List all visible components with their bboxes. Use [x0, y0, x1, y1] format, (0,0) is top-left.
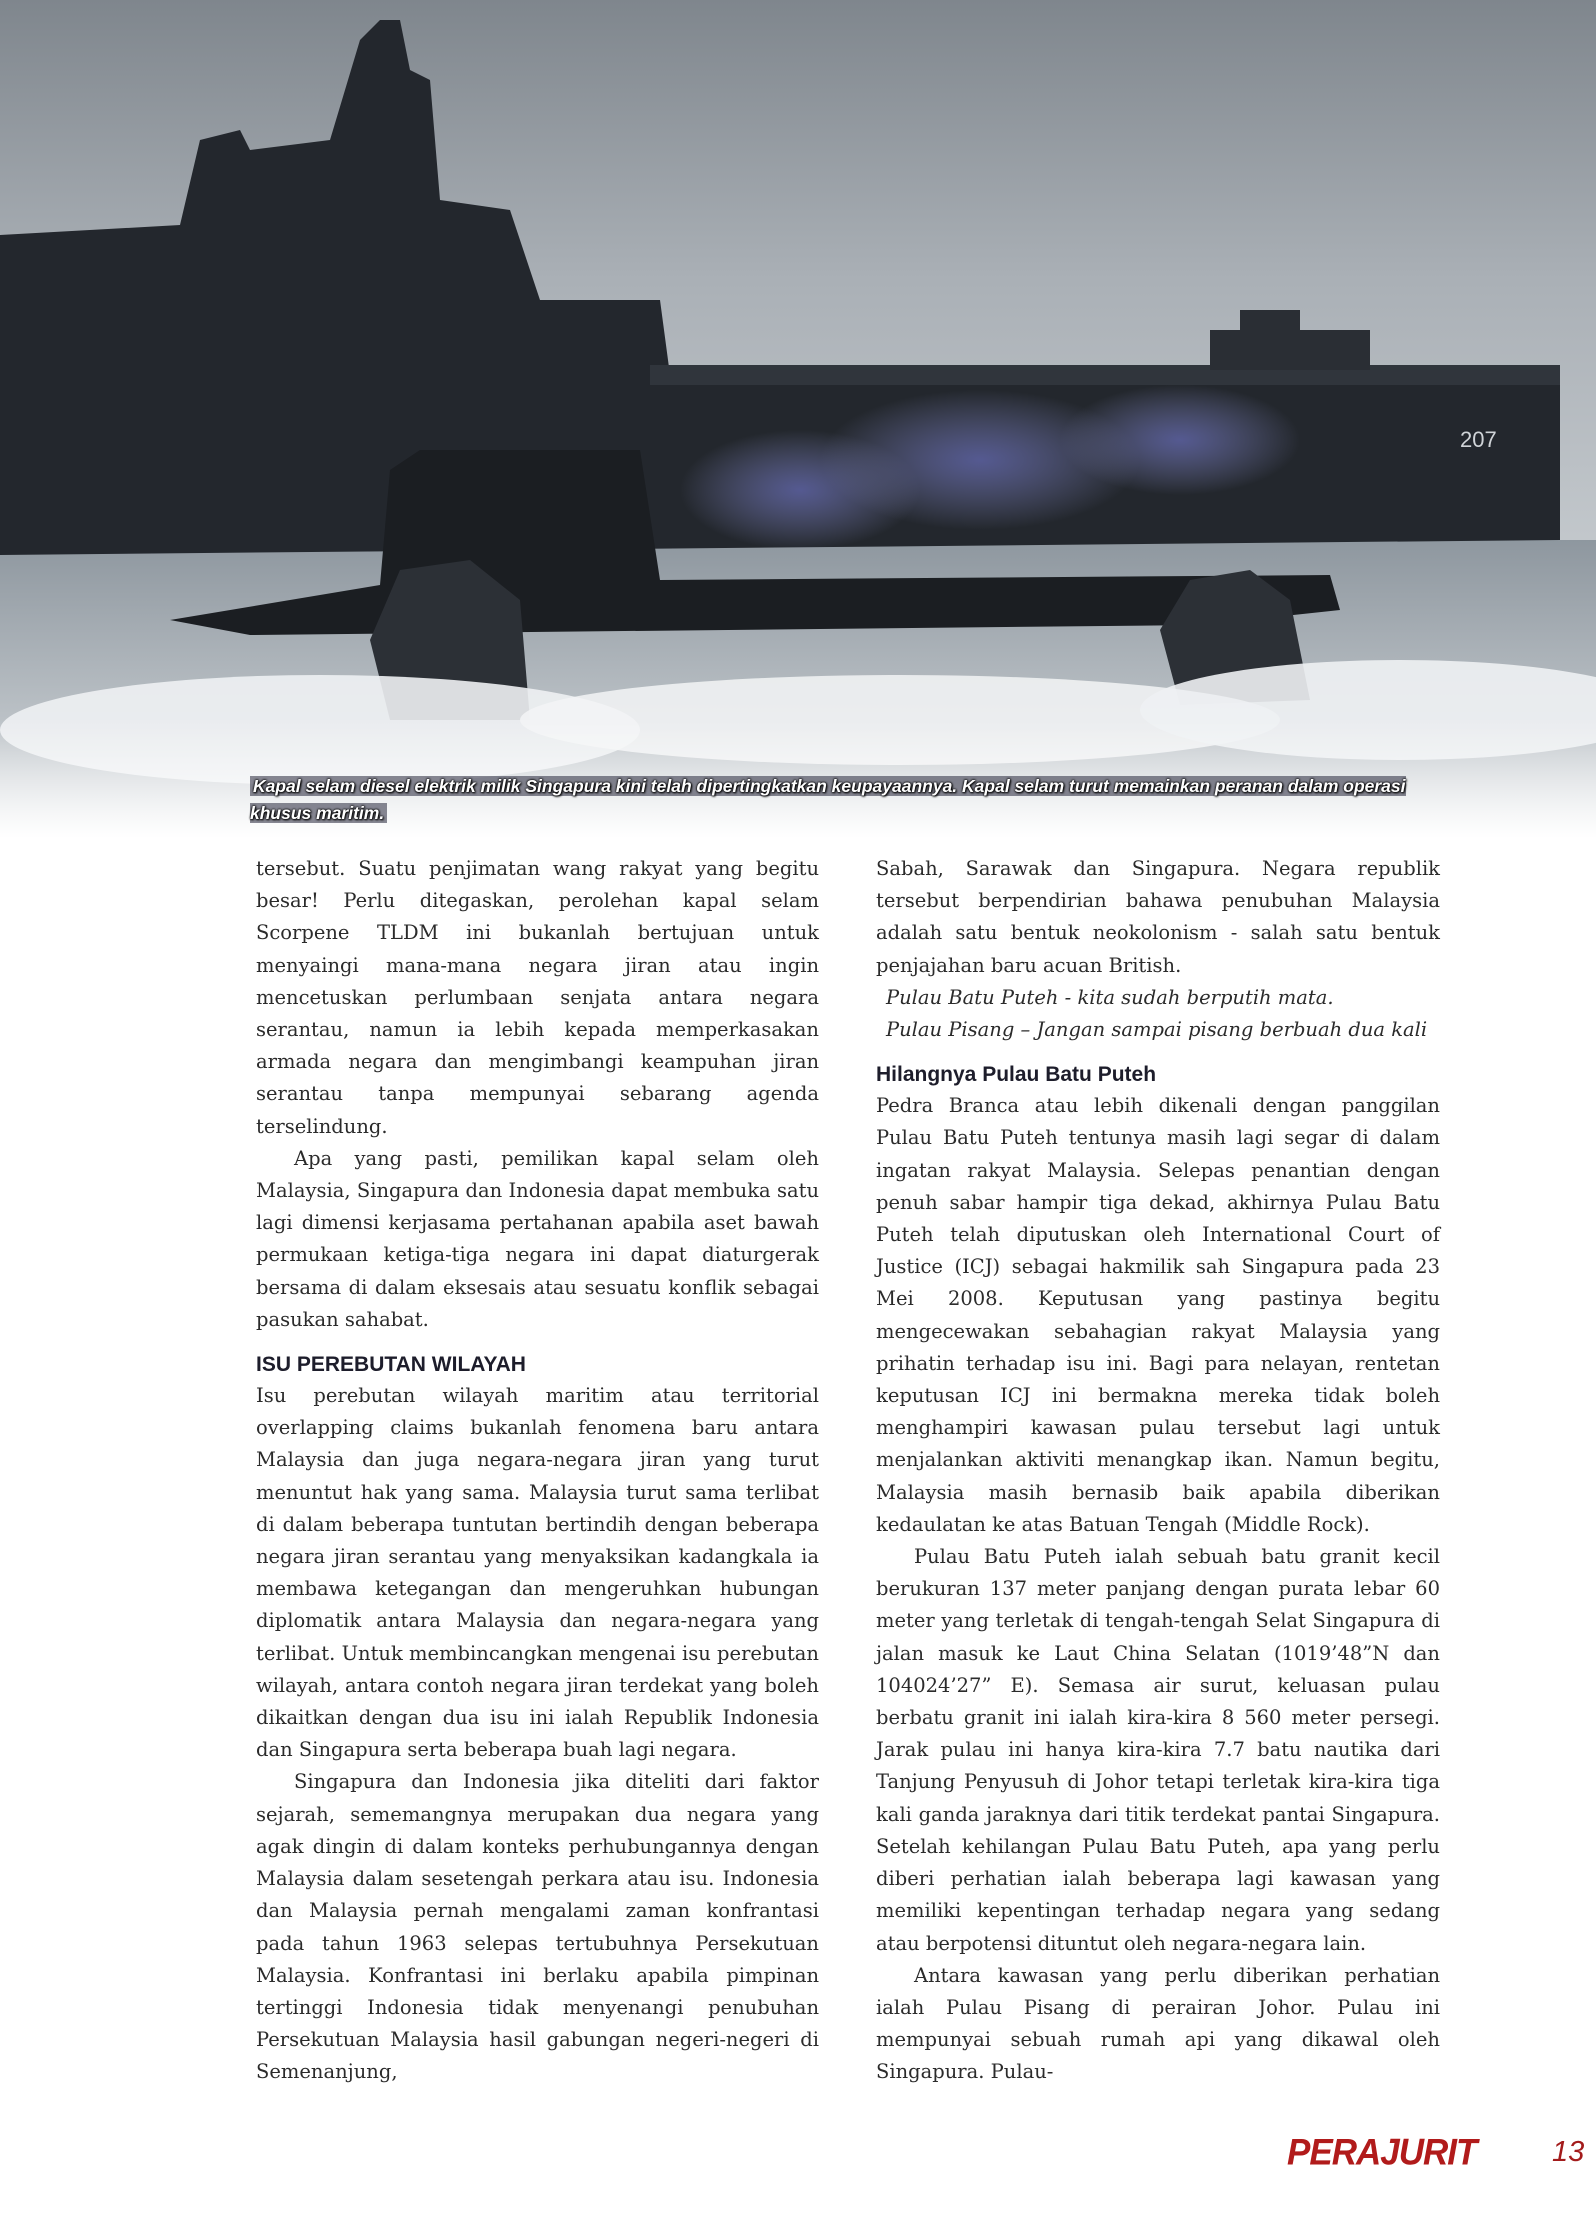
section-heading: Hilangnya Pulau Batu Puteh: [876, 1063, 1157, 1087]
section-heading: ISU PEREBUTAN WILAYAH: [256, 1353, 526, 1377]
paragraph: Sabah, Sarawak dan Singapura. Negara republik tersebut berpendirian bahawa penubuhan Malaysia adalah satu bentuk neokolonism - salah satu bentuk penjajahan baru acuan British.: [876, 857, 1440, 977]
page-number: 13: [1552, 2136, 1585, 2168]
paragraph: Pulau Batu Puteh ialah sebuah batu granit kecil berukuran 137 meter panjang dengan purata lebar 60 meter yang terletak di tengah-tengah Selat Singapura di jalan masuk ke Laut China Selatan (1019’48”N dan 104024’27” E). Semasa air surut, keluasan pulau berbatu granit ini ialah kira-kira 8 560 meter persegi. Jarak pulau ini hanya kira-kira 7.7 batu nautika dari Tanjung Penyusuh di Johor tetapi terletak kira-kira tiga kali ganda jaraknya dari titik terdekat pantai Singapura. Setelah kehilangan Pulau Batu Puteh, apa yang perlu diberi perhatian ialah beberapa lagi kawasan yang memiliki kepentingan terhadap negara yang sedang atau berpotensi dituntut oleh negara-negara lain.: [876, 1545, 1440, 1955]
submarine-photo: [0, 0, 1596, 838]
quote-line: Pulau Batu Puteh - kita sudah berputih mata.: [886, 985, 1334, 1009]
paragraph: Isu perebutan wilayah maritim atau territorial overlapping claims bukanlah fenomena baru antara Malaysia dan juga negara-negara jiran yang turut menuntut hak yang sama. Malaysia turut sama terlibat di dalam beberapa tuntutan bertindih dengan beberapa negara jiran serantau yang menyaksikan kadangkala ia membawa ketegangan dan mengeruhkan hubungan diplomatik antara Malaysia dan negara-negara yang terlibat. Untuk membincangkan mengenai isu perebutan wilayah, antara contoh negara jiran terdekat yang boleh dikaitkan dengan dua isu ini ialah Republik Indonesia dan Singapura serta beberapa buah lagi negara.: [256, 1384, 819, 1762]
paragraph: tersebut. Suatu penjimatan wang rakyat yang begitu besar! Perlu ditegaskan, perolehan kapal selam Scorpene TLDM ini bukanlah bertujuan untuk menyaingi mana-mana negara jiran atau ingin mencetuskan perlumbaan senjata antara negara serantau, namun ia lebih kepada memperkasakan armada negara dan mengimbangi keampuhan jiran serantau tanpa mempunyai sebarang agenda terselindung.: [256, 857, 819, 1138]
hull-number: 207: [1460, 427, 1497, 452]
photo-illustration: [0, 0, 1596, 838]
magazine-logo: PERAJURIT: [1287, 2132, 1477, 2173]
quote-line: Pulau Pisang – Jangan sampai pisang berbuah dua kali: [886, 1018, 1428, 1042]
left-column: [256, 853, 819, 2089]
paragraph: Antara kawasan yang perlu diberikan perhatian ialah Pulau Pisang di perairan Johor. Pulau ini mempunyai sebuah rumah api yang dikawal oleh Singapura. Pulau-: [876, 1963, 1440, 2084]
paragraph: Apa yang pasti, pemilikan kapal selam oleh Malaysia, Singapura dan Indonesia dapat membuka satu lagi dimensi kerjasama pertahanan apabila aset bawah permukaan ketiga-tiga negara ini dapat diaturgerak bersama di dalam eksesais atau sesuatu konflik sebagai pasukan sahabat.: [256, 1146, 819, 1331]
paragraph: Singapura dan Indonesia jika diteliti dari faktor sejarah, sememangnya merupakan dua negara yang agak dingin di dalam konteks perhubungannya dengan Malaysia dalam sesetengah perkara atau isu. Indonesia dan Malaysia pernah mengalami zaman konfrantasi pada tahun 1963 selepas tertubuhnya Persekutuan Malaysia. Konfrantasi ini berlaku apabila pimpinan tertinggi Indonesia tidak menyenangi penubuhan Persekutuan Malaysia hasil gabungan negeri-negeri di Semenanjung,: [256, 1770, 819, 2084]
photo-caption: Kapal selam diesel elektrik milik Singapura kini telah dipertingkatkan keupayaannya. Kapal selam turut memainkan peranan dalam operasi khusus maritim.: [250, 776, 1406, 823]
right-column: [876, 853, 1440, 2089]
paragraph: Pedra Branca atau lebih dikenali dengan panggilan Pulau Batu Puteh tentunya masih lagi segar di dalam ingatan rakyat Malaysia. Selepas penantian dengan penuh sabar hampir tiga dekad, akhirnya Pulau Batu Puteh telah diputuskan oleh International Court of Justice (ICJ) sebagai hakmilik sah Singapura pada 23 Mei 2008. Keputusan yang pastinya begitu mengecewakan sebahagian rakyat Malaysia yang prihatin terhadap isu ini. Bagi para nelayan, rentetan keputusan ICJ ini bermakna mereka tidak boleh menghampiri kawasan pulau tersebut lagi untuk menjalankan aktiviti menangkap ikan. Namun begitu, Malaysia masih bernasib baik apabila diberikan kedaulatan ke atas Batuan Tengah (Middle Rock).: [876, 1094, 1440, 1536]
